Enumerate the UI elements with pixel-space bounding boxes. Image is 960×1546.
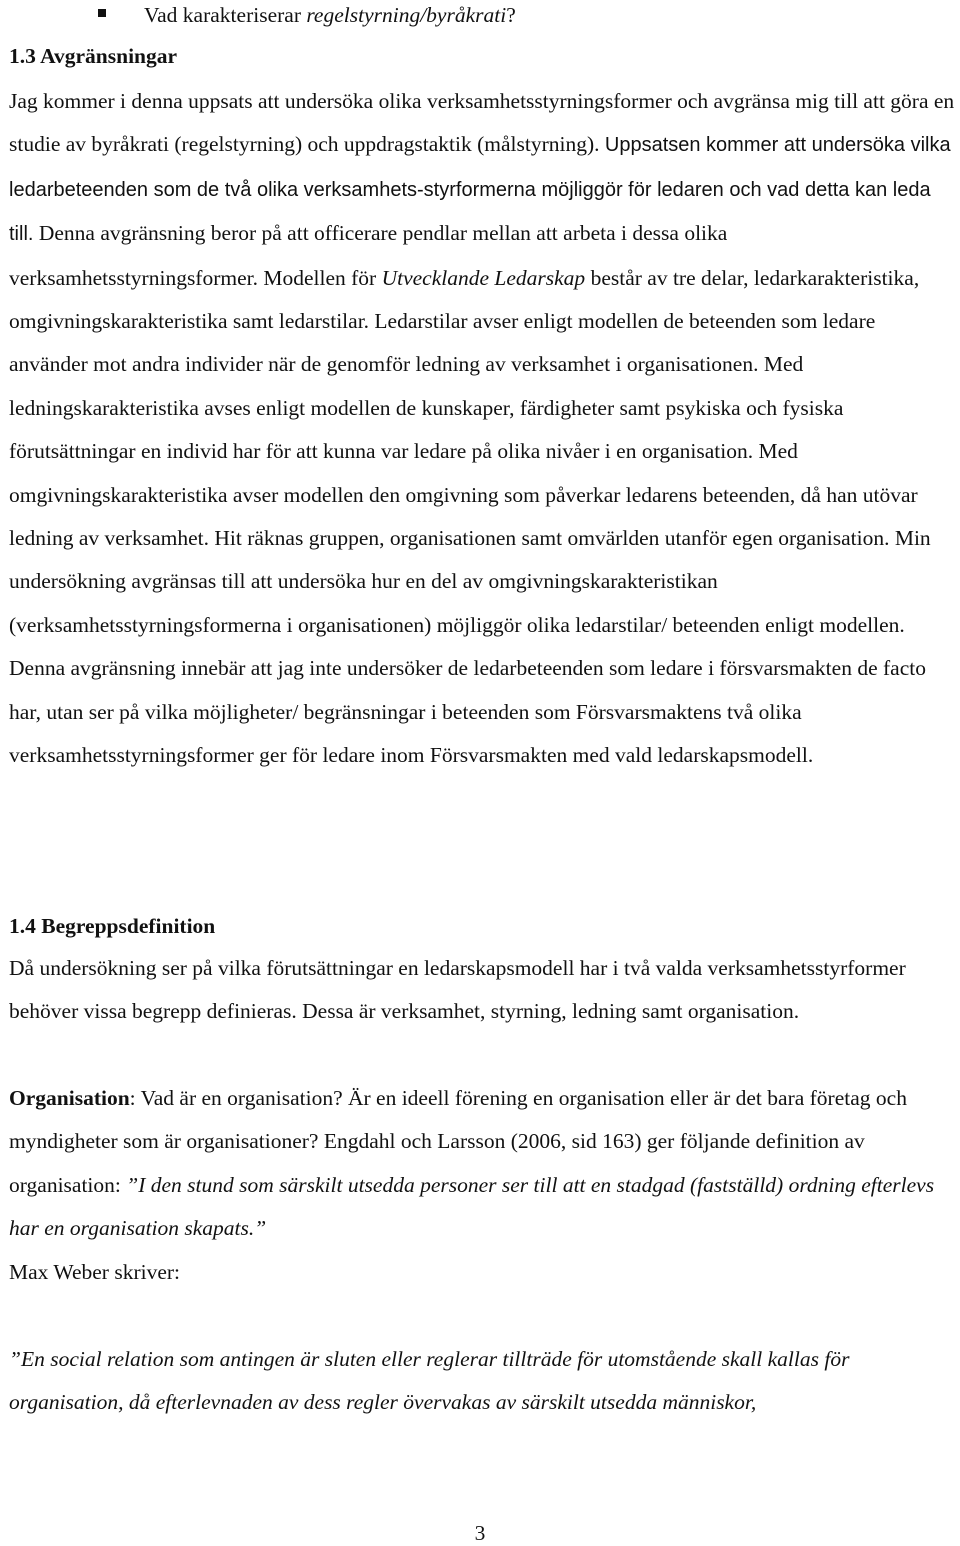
weber-intro: Max Weber skriver:	[9, 1260, 181, 1284]
bullet-text-italic: regelstyrning/byråkrati	[306, 3, 507, 27]
para-text-d: består av tre delar, ledarkarakteristika, omgivningskarakteristika samt ledarstilar. Ledarstilar avser enligt modellen de beteenden som ledare använder mot andra individer när de genomför ledning av verksamhet i organisationen. Med ledningskarakteristika avses enligt modellen de kunskaper, färdigheter samt psykiska och fysiska förutsättningar en individ har för att kunna var ledare på olika nivåer i en organisation. Med omgivningskarakteristika avser modellen den omgivning som påverkar ledarens beteenden, då han utövar ledning av verksamhet. Hit räknas gruppen, organisationen samt omvärlden utanför egen organisation. Min undersökning avgränsas till att undersöka hur en del av omgivningskarakteristikan (verksamhetsstyrningsformerna i organisationen) möjliggör olika ledarstilar/ beteenden enligt modellen. Denna avgränsning innebär att jag inte undersöker de ledarbeteenden som ledare i försvarsmakten de facto har, utan ser på vilka möjligheter/ begränsningar i beteenden som Försvarsmaktens två olika verksamhetsstyrningsformer ger för ledare inom Försvarsmakten med vald ledarskapsmodell.	[9, 265, 931, 768]
bullet-text-plain: Vad karakteriserar	[144, 3, 307, 27]
square-bullet-icon	[98, 9, 106, 17]
weber-quote-text: ”En social relation som antingen är sluten eller reglerar tillträde för utomstående skall kallas för organisation, då efterlevnaden av dess regler övervakas av särskilt utsedda människor,	[9, 1347, 850, 1415]
paragraph-begreppsdefinition: Då undersökning ser på vilka förutsättningar en ledarskapsmodell har i två valda verksamhetsstyrformer behöver vissa begrepp definieras. Dessa är verksamhet, styrning, ledning samt organisation.	[9, 956, 906, 1024]
para-text-italic-model: Utvecklande Ledarskap	[381, 265, 586, 290]
bullet-item	[9, 0, 959, 30]
organisation-text: : Vad är en organisation? Är en ideell förening en organisation eller är det bara företag och myndigheter som är organisationer? Engdahl och Larsson (2006, sid 163) ger följande definition av organisation:	[9, 1086, 907, 1197]
para-text-b: Denna avgränsning beror på att officerare pendlar mellan att arbeta i dessa olika verksamhetsstyrningsformer.	[9, 221, 728, 290]
page-number: 3	[474, 1521, 486, 1545]
para-text-a: Jag kommer i denna uppsats att undersöka olika verksamhetsstyrningsformer och avgränsa mig till att göra en studie av byråkrati (regelstyrning) och uppdragstaktik (målstyrning).	[9, 89, 955, 157]
section-heading-1-4: 1.4 Begreppsdefinition	[9, 914, 216, 938]
para-text-sans: Uppsatsen kommer att undersöka vilka ledarbeteenden som de två olika verksamhets-styrformerna möjliggör för ledaren och vad detta kan leda till.	[9, 134, 951, 246]
organisation-quote: ”I den stund som särskilt utsedda personer ser till att en stadgad (fastställd) ordning efterlevs har en organisation skapats.”	[9, 1172, 935, 1241]
para-text-c: Modellen för	[263, 265, 382, 290]
bullet-text	[144, 0, 516, 30]
paragraph-organisation	[9, 1077, 959, 1251]
section-heading-1-3: 1.3 Avgränsningar	[9, 44, 178, 68]
term-organisation: Organisation	[9, 1086, 130, 1110]
paragraph-avgransningar	[9, 80, 959, 778]
weber-quote	[9, 1338, 959, 1425]
bullet-text-end: ?	[506, 3, 516, 27]
